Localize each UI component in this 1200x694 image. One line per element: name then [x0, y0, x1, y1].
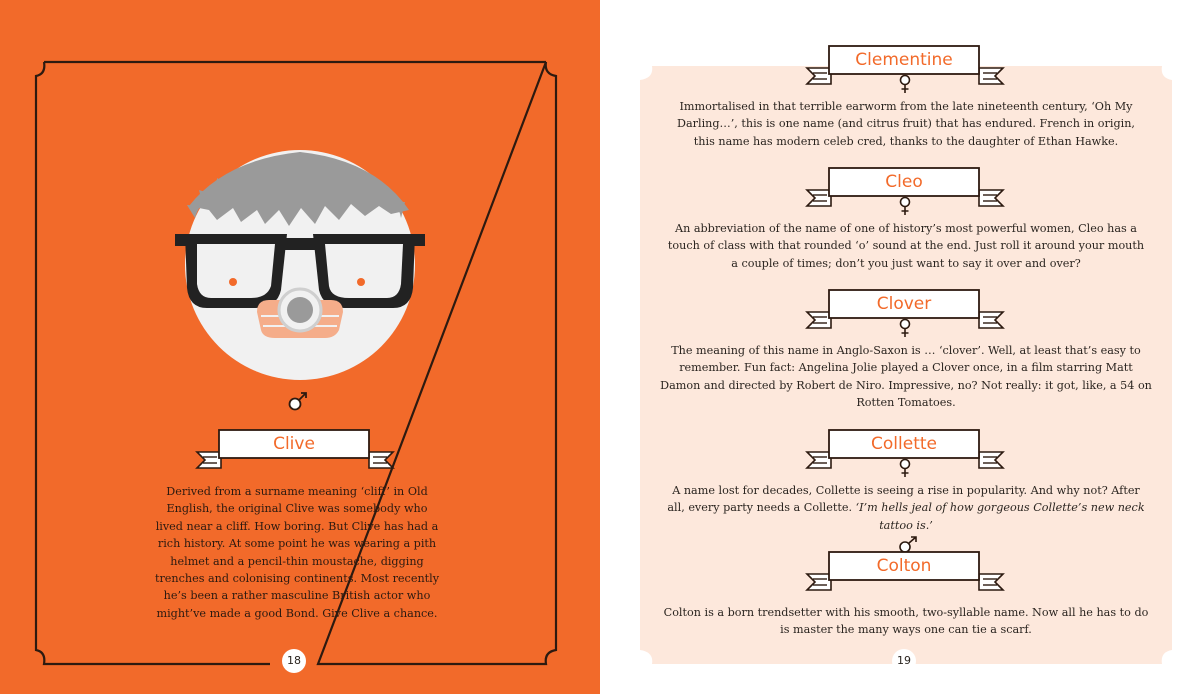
name-description: Immortalised in that terrible earworm from the late nineteenth century, ‘Oh My Darling…’, this is one name (and citrus fruit) that has endured. French in origin, this name has modern celeb cred, thanks to the daughter of Ethan Hawke. — [677, 100, 1135, 148]
female-symbol-icon — [898, 458, 912, 478]
name-description: Colton is a born trendsetter with his smooth, two-syllable name. Now all he has to do is master the many ways one can tie a scarf. — [663, 606, 1149, 637]
male-symbol-icon — [287, 392, 309, 412]
name-title: Colton — [876, 556, 932, 576]
female-symbol-icon — [898, 74, 912, 94]
name-ribbon-colton — [805, 550, 1005, 594]
right-page — [600, 0, 1200, 694]
name-title: Clive — [273, 434, 315, 454]
name-description: A name lost for decades, Collette is seeing a rise in popularity. And why not? After all, every party needs a Collette. — [667, 484, 1140, 515]
name-ribbon-clive — [195, 428, 395, 472]
name-description: The meaning of this name in Anglo-Saxon is … ‘clover’. Well, at least that’s easy to remember. Fun fact: Angelina Jolie played a Clover once, in a film starring Matt Damon and directed by Robert de Niro. Impressive, no? Not really: it got, like, a 54 on Rotten Tomatoes. — [660, 344, 1152, 410]
name-quote: ‘I’m hells jeal of how gorgeous Collette’s new neck tattoo is.’ — [855, 501, 1145, 532]
page-number: 19 — [892, 649, 916, 673]
name-title: Clementine — [855, 50, 953, 70]
female-symbol-icon — [898, 318, 912, 338]
name-title: Collette — [871, 434, 937, 454]
baby-with-glasses-and-pacifier-icon — [165, 140, 435, 390]
page-number: 18 — [282, 649, 306, 673]
name-title: Cleo — [885, 172, 923, 192]
name-description: Derived from a surname meaning ‘cliff’ in Old English, the original Clive was somebody who lived near a cliff. How boring. But Clive has had a rich history. At some point he was wearing a pith helmet and a pencil-thin moustache, digging trenches and colonising continents. Most recently he’s been a rather masculine British actor who might’ve made a good Bond. Give Clive a chance. — [154, 485, 440, 620]
name-description: An abbreviation of the name of one of history’s most powerful women, Cleo has a touch of class with that rounded ‘o’ sound at the end. Just roll it around your mouth a couple of times; don’t you just want to say it over and over? — [667, 222, 1145, 270]
female-symbol-icon — [898, 196, 912, 216]
name-title: Clover — [876, 294, 932, 314]
name-description-block — [666, 482, 1146, 534]
